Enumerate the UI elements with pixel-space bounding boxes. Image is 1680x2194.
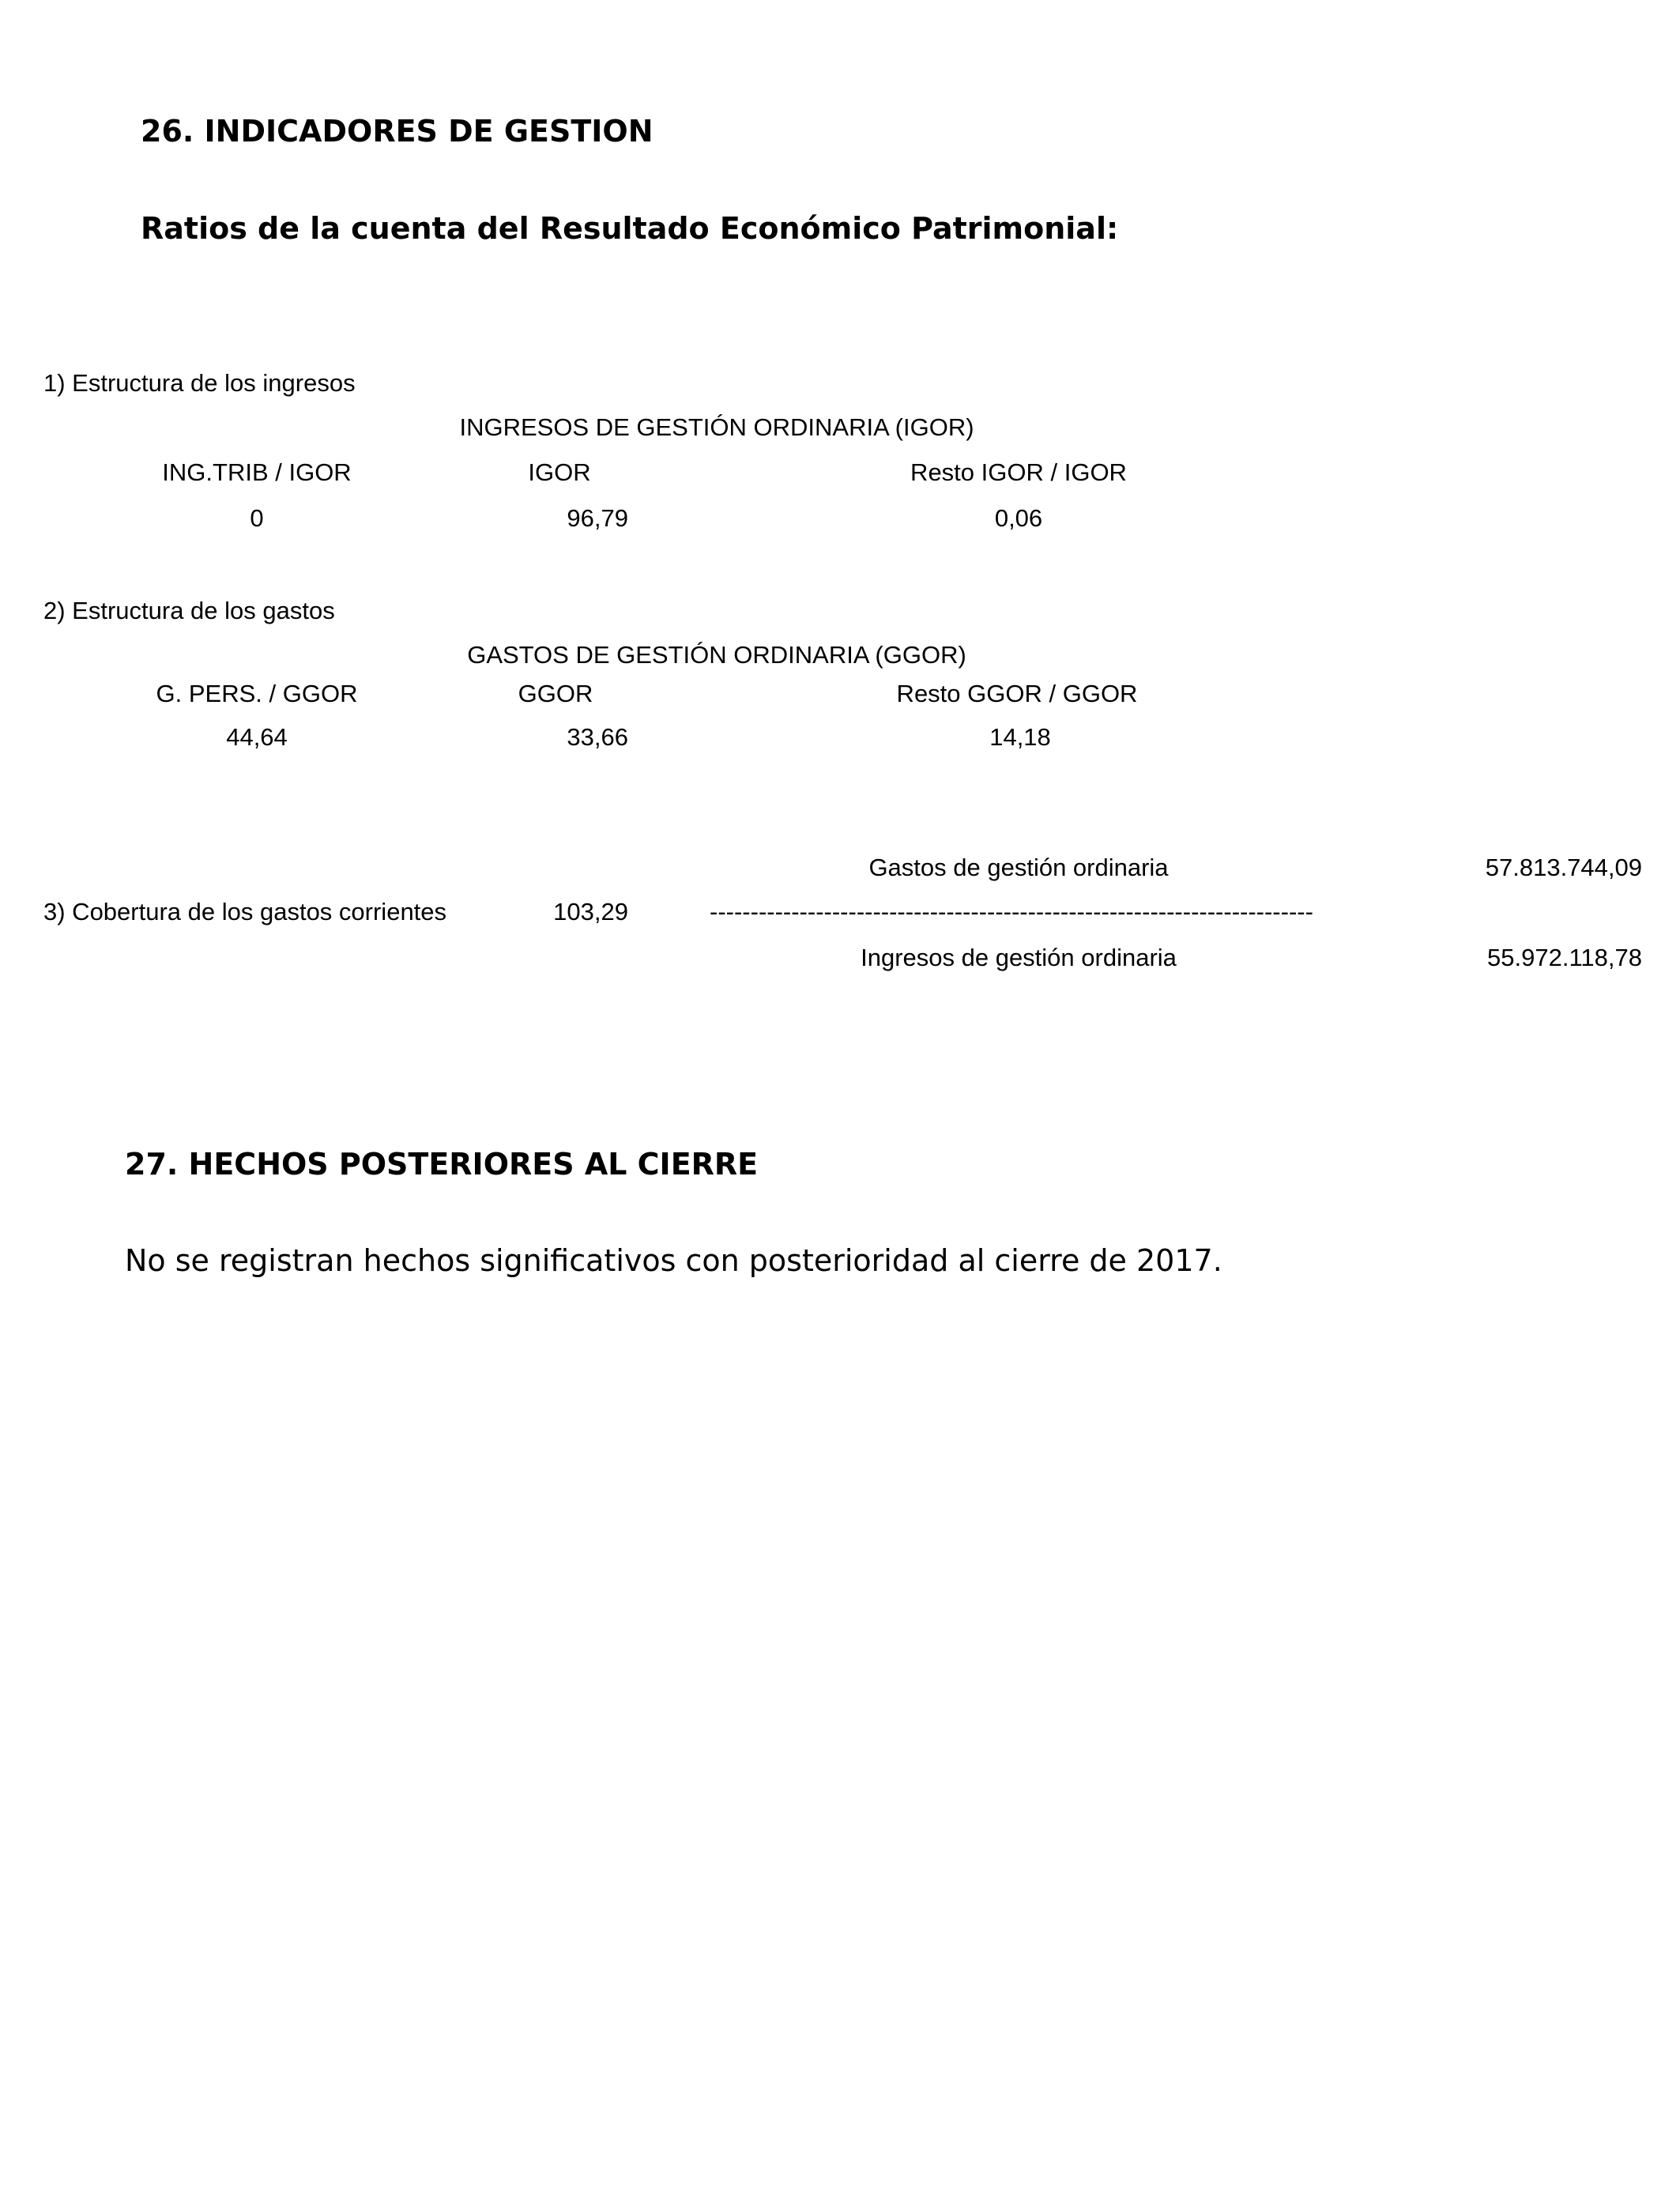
ingresos-col-resto: Resto IGOR / IGOR bbox=[910, 458, 1127, 486]
section-26-subtitle: Ratios de la cuenta del Resultado Económico Patrimonial: bbox=[141, 211, 1119, 246]
gastos-val-gpers: 44,64 bbox=[226, 723, 288, 751]
ingresos-label: 1) Estructura de los ingresos bbox=[43, 369, 356, 397]
section-27-text: No se registran hechos significativos con posterioridad al cierre de 2017. bbox=[125, 1243, 1222, 1278]
gastos-col-resto: Resto GGOR / GGOR bbox=[896, 680, 1138, 707]
ingresos-val-ingtrib: 0 bbox=[250, 504, 264, 532]
section-26-title: 26. INDICADORES DE GESTION bbox=[141, 114, 654, 149]
cobertura-fraction-separator: -------------------------------------------------------------------------- bbox=[710, 899, 1313, 924]
ingresos-val-resto: 0,06 bbox=[994, 504, 1043, 532]
gastos-col-gpers: G. PERS. / GGOR bbox=[156, 680, 358, 707]
section-27-title: 27. HECHOS POSTERIORES AL CIERRE bbox=[125, 1147, 759, 1182]
ingresos-group-header: INGRESOS DE GESTIÓN ORDINARIA (IGOR) bbox=[459, 413, 974, 441]
ingresos-col-igor: IGOR bbox=[528, 458, 591, 486]
cobertura-value: 103,29 bbox=[553, 898, 628, 925]
ingresos-col-ingtrib: ING.TRIB / IGOR bbox=[162, 458, 352, 486]
ingresos-val-igor: 96,79 bbox=[567, 504, 628, 532]
gastos-group-header: GASTOS DE GESTIÓN ORDINARIA (GGOR) bbox=[467, 641, 966, 669]
gastos-col-ggor: GGOR bbox=[518, 680, 593, 707]
cobertura-numerator-label: Gastos de gestión ordinaria bbox=[868, 854, 1169, 881]
gastos-label: 2) Estructura de los gastos bbox=[43, 597, 335, 624]
cobertura-numerator-value: 57.813.744,09 bbox=[1485, 854, 1642, 881]
cobertura-denominator-label: Ingresos de gestión ordinaria bbox=[861, 944, 1177, 971]
gastos-val-resto: 14,18 bbox=[989, 723, 1051, 751]
gastos-val-ggor: 33,66 bbox=[567, 723, 628, 751]
cobertura-label: 3) Cobertura de los gastos corrientes bbox=[43, 898, 447, 925]
cobertura-denominator-value: 55.972.118,78 bbox=[1487, 944, 1642, 971]
